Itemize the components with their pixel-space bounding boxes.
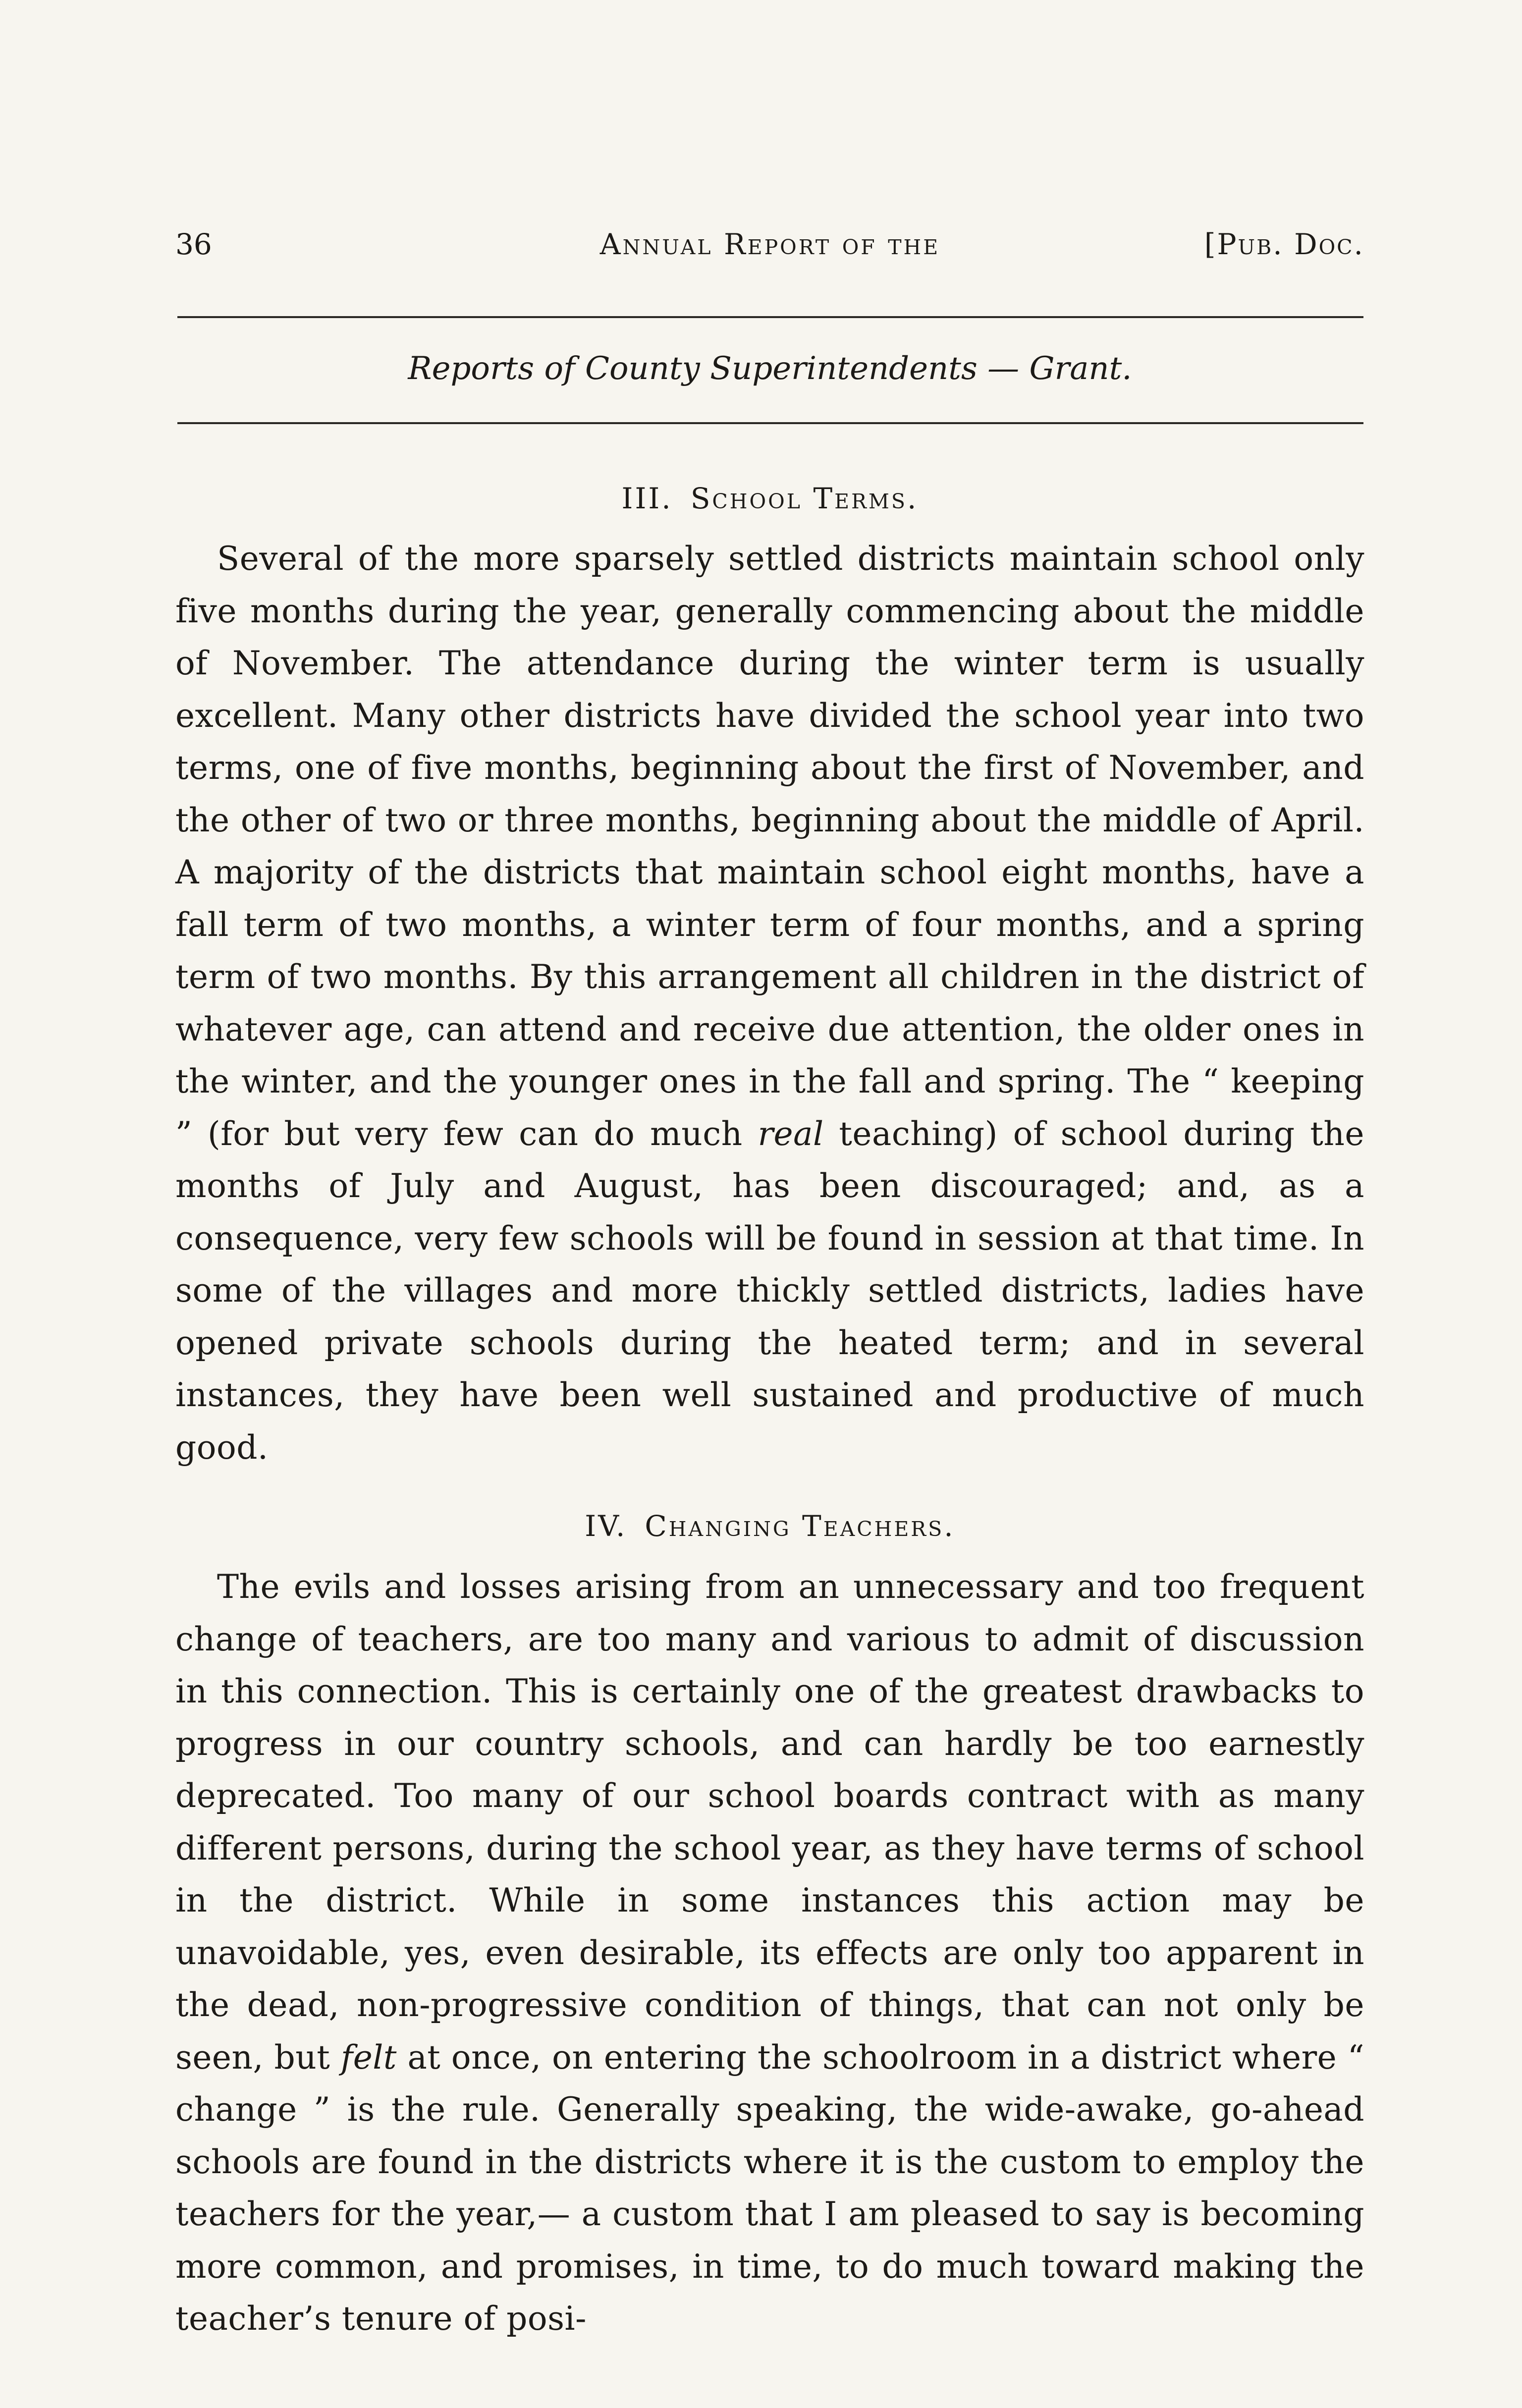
document-type: [Pub. Doc. <box>1204 227 1364 261</box>
paragraph-text: The evils and losses arising from an unnecessary and too frequent change of teachers, are too many and various to admit of discussion in this connection. This is certainly one of the greatest drawbacks to progress in our country schools, and can hardly be too earnestly deprecated. Too many of our school boards contract with as many different persons, during the school year, as they have terms of school in the district. While in some instances this action may be unavoidable, yes, even desirable, its effects are only too apparent in the dead, non-progressive condition of things, that can not only be seen, but <box>175 1568 1364 2077</box>
section-title: Changing Teachers. <box>645 1509 955 1543</box>
header-rule-top <box>177 316 1363 318</box>
header-rule-bottom <box>177 422 1363 424</box>
section-heading-changing-teachers <box>175 1506 1364 1546</box>
section-heading-school-terms <box>175 479 1364 518</box>
paragraph-text: Several of the more sparsely settled districts maintain school only five months during the year, generally commencing about the middle of November. The attendance during the winter term is usually excellent. Many other districts have divided the school year into two terms, one of five months, beginning about the first of November, and the other of two or three months, beginning about the middle of April. A majority of the districts that maintain school eight months, have a fall term of two months, a winter term of four months, and a spring term of two months. By this arrangement all children in the district of whatever age, can attend and receive due attention, the older ones in the winter, and the younger ones in the fall and spring. The “ keeping ” (for but very few can do much <box>175 540 1364 1153</box>
running-head <box>175 222 1364 267</box>
section-numeral: IV. <box>585 1509 627 1543</box>
subheading: Reports of County Superintendents — Grant. <box>408 350 1132 387</box>
section-numeral: III. <box>621 482 673 515</box>
emphasis-text: felt <box>340 2038 397 2077</box>
emphasis-text: real <box>758 1114 824 1153</box>
section-title: School Terms. <box>690 482 919 515</box>
paragraph-text: at once, on entering the schoolroom in a district where “ change ” is the rule. Generally speaking, the wide-awake, go-ahead schools are found in the districts where it is the custom to employ the teachers for the year,— a custom that I am pleased to say is becoming more common, and promises, in time, to do much toward making the teacher’s tenure of posi- <box>175 2038 1364 2338</box>
paragraph-changing-teachers <box>175 1561 1364 2345</box>
paragraph-text: teaching) of school during the months of July and August, has been discouraged; and, as a consequence, very few schools will be found in session at that time. In some of the villages and more thickly settled districts, ladies have opened private schools during the heated term; and in several instances, they have been well sustained and productive of much good. <box>175 1114 1364 1467</box>
page-number: 36 <box>175 227 212 261</box>
header-title: Annual Report of the <box>599 227 940 261</box>
paragraph-school-terms <box>175 533 1364 1474</box>
